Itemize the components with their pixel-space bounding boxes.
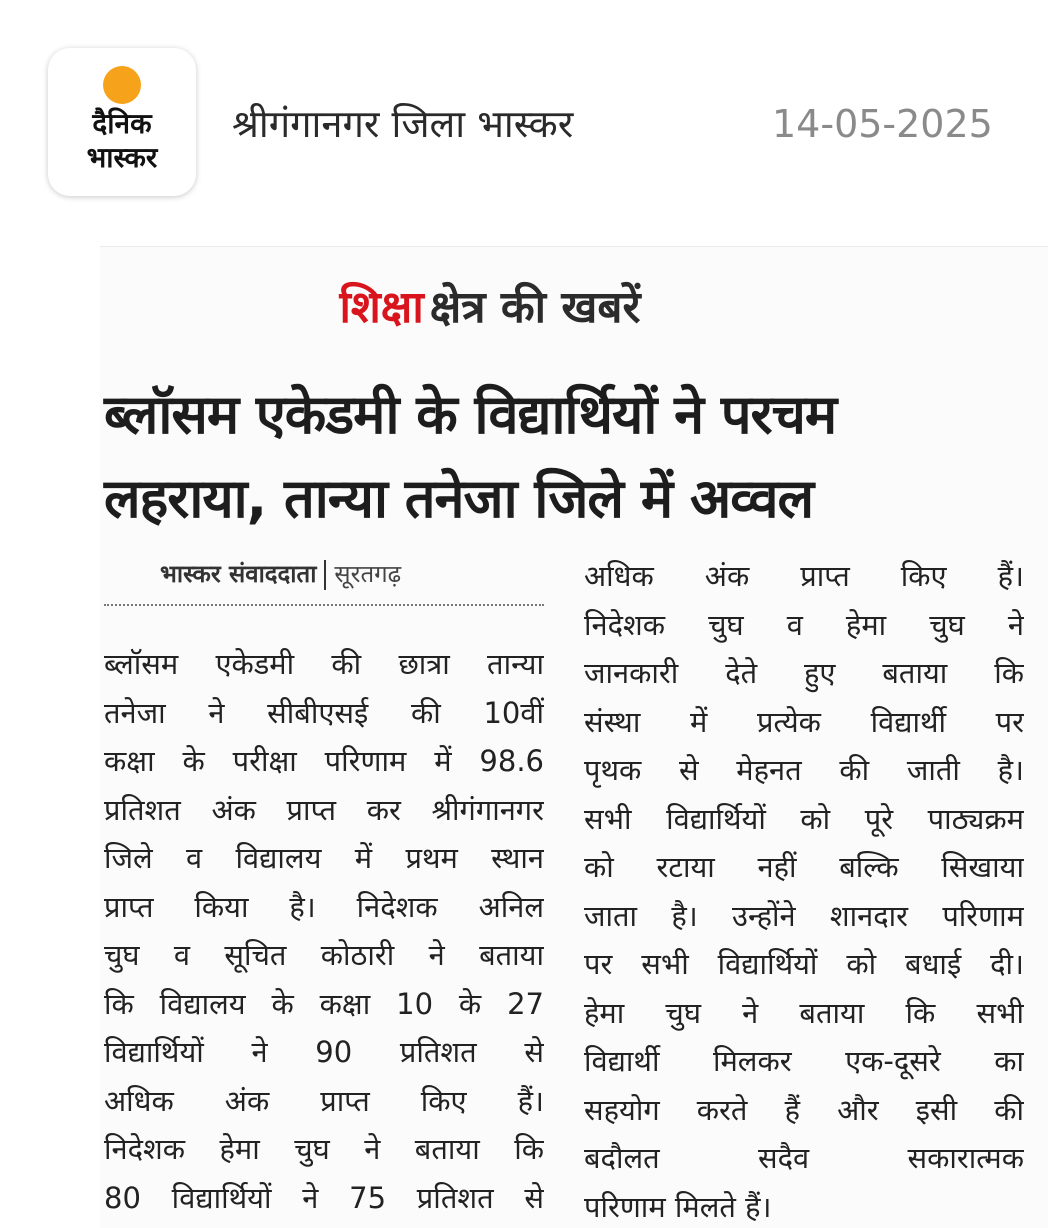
body-line: जिले व विद्यालय में प्रथम स्थान xyxy=(104,841,544,875)
section-label-rest: क्षेत्र की खबरें xyxy=(429,282,641,333)
body-line: संस्था में प्रत्येक विद्यार्थी पर xyxy=(584,704,1024,739)
body-line: कि विद्यालय के कक्षा 10 के 27 xyxy=(104,986,544,1021)
headline-line-2: लहराया, तान्या तनेजा जिले में अव्वल xyxy=(104,467,814,530)
byline-reporter: भास्कर संवाददाता xyxy=(160,560,317,588)
body-line: विद्यार्थी मिलकर एक-दूसरे का xyxy=(584,1044,1024,1078)
body-line: सभी विद्यार्थियों को पूरे पाठ्यक्रम xyxy=(584,801,1024,836)
body-line: अधिक अंक प्राप्त किए हैं। xyxy=(584,559,1024,593)
body-line: चुघ व सूचित कोठारी ने बताया xyxy=(104,938,544,972)
edition-date: 14-05-2025 xyxy=(772,102,993,146)
body-line: बदौलत सदैव सकारात्मक xyxy=(584,1141,1024,1175)
byline-divider xyxy=(104,604,544,606)
body-line: ब्लॉसम एकेडमी की छात्रा तान्या xyxy=(104,647,544,681)
body-line: निदेशक हेमा चुघ ने बताया कि xyxy=(104,1132,544,1166)
byline-separator xyxy=(324,560,326,590)
body-line: विद्यार्थियों ने 90 प्रतिशत से xyxy=(104,1035,544,1069)
body-line: को रटाया नहीं बल्कि सिखाया xyxy=(584,850,1024,884)
body-line: निदेशक चुघ व हेमा चुघ ने xyxy=(584,607,1024,642)
byline-place: सूरतगढ़ xyxy=(334,560,402,588)
section-label xyxy=(100,278,880,338)
headline-line-1: ब्लॉसम एकेडमी के विद्यार्थियों ने परचम xyxy=(104,383,837,446)
body-line: प्राप्त किया है। निदेशक अनिल xyxy=(104,889,544,924)
body-line: परिणाम मिलते हैं। xyxy=(584,1189,772,1224)
article-column-right xyxy=(584,552,1024,1228)
section-label-highlight: शिक्षा xyxy=(339,282,424,333)
body-line: पर सभी विद्यार्थियों को बधाई दी। xyxy=(584,947,1024,981)
body-line: अधिक अंक प्राप्त किए हैं। xyxy=(104,1083,544,1118)
article-column-left xyxy=(104,640,544,1222)
body-line: तनेजा ने सीबीएसई की 10वीं xyxy=(104,695,544,730)
body-line: सहयोग करते हैं और इसी की xyxy=(584,1092,1024,1127)
body-line: पृथक से मेहनत की जाती है। xyxy=(584,753,1024,787)
byline xyxy=(160,556,401,592)
logo-sun-icon xyxy=(103,66,141,104)
body-line: जाता है। उन्होंने शानदार परिणाम xyxy=(584,898,1024,933)
body-line: प्रतिशत अंक प्राप्त कर श्रीगंगानगर xyxy=(104,792,544,827)
logo-text-line-1: दैनिक xyxy=(92,107,152,140)
clipping-top-edge xyxy=(100,246,1048,247)
body-line: 80 विद्यार्थियों ने 75 प्रतिशत से xyxy=(104,1180,544,1215)
body-line: कक्षा के परीक्षा परिणाम में 98.6 xyxy=(104,744,544,778)
body-line: हेमा चुघ ने बताया कि सभी xyxy=(584,995,1024,1030)
logo-text-line-2: भास्कर xyxy=(86,141,158,174)
edition-title: श्रीगंगानगर जिला भास्कर xyxy=(232,102,574,146)
body-line: जानकारी देते हुए बताया कि xyxy=(584,656,1024,690)
